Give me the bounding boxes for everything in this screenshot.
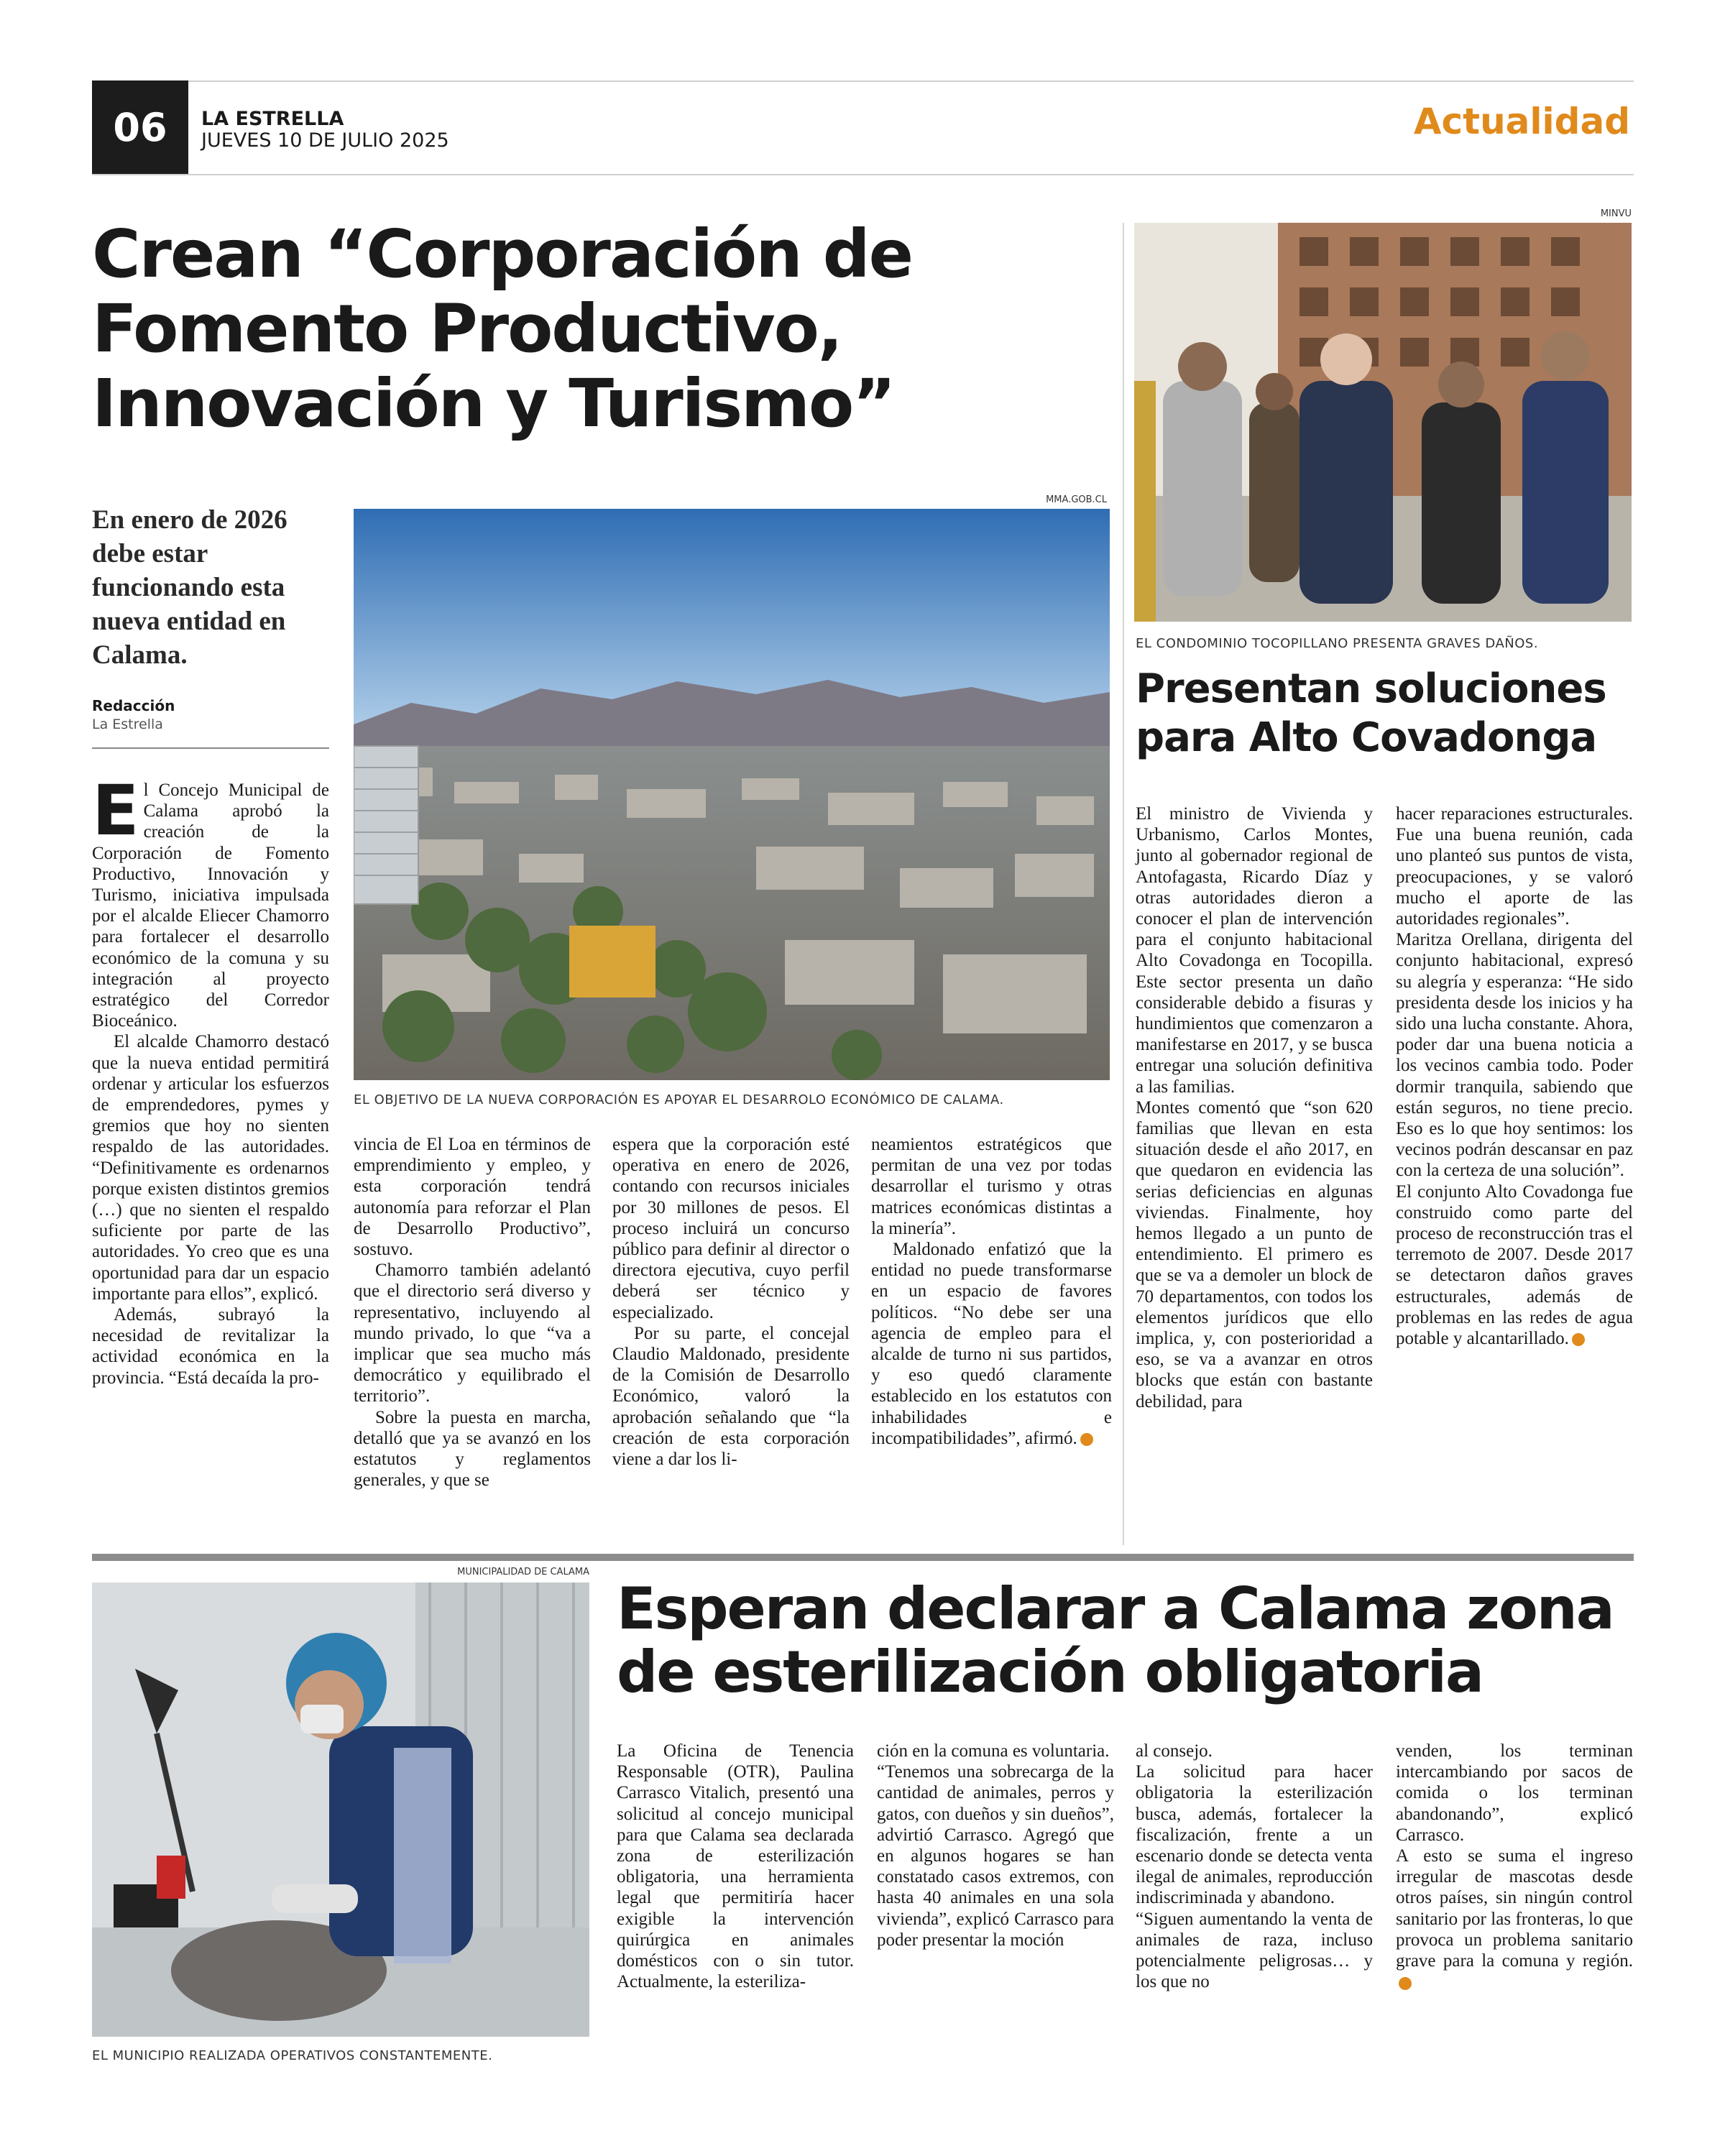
section-label: Actualidad — [1413, 101, 1630, 142]
bottom-body-paragraph: La Oficina de Tenencia Responsable (OTR), Paulina Carrasco Vitalich, presentó una solicitud al concejo municipal para que Calama sea declarada zona de esterilización obligatoria, una herramienta legal que permitiría hacer exigible la intervención quirúrgica en animales domésticos con o sin tutor. Actualmente, la esteriliza- — [617, 1741, 854, 1992]
bottom-photo-caption: EL MUNICIPIO REALIZADA OPERATIVOS CONSTANTEMENTE. — [92, 2048, 493, 2063]
side-body-paragraph: Montes comentó que “son 620 familias que llevan en esta situación desde el año 2017, en que quedaron en evidencia las serias deficiencias en algunas viviendas. Finalmente, hoy hemos llegado a un punto de entendimiento. El primero es que se va a demoler un block de 70 departamentos, con todos los elementos jurídicos que ello implica, y, con posterioridad a eso, se va a avanzar en otros blocks que están con bastante debilidad, para — [1136, 1097, 1373, 1411]
end-mark-icon — [1399, 1977, 1412, 1990]
main-body-paragraph: Por su parte, el concejal Claudio Maldonado, presidente de la Comisión de Desarrollo Económico, valoró la aprobación señalando que “la creación de esta corporación viene a dar los li- — [612, 1323, 850, 1470]
top-rule — [92, 80, 1634, 82]
side-body-paragraph: hacer reparaciones estructurales. Fue una buena reunión, cada uno planteó sus puntos de vista, preocupaciones, y se valoró mucho el aporte de las autoridades regionales”. — [1396, 804, 1633, 929]
main-dek: En enero de 2026 debe estar funcionando esta nueva entidad en Calama. — [92, 505, 288, 670]
main-body-paragraph: vincia de El Loa en términos de emprendimiento y empleo, y esta corporación tendrá autonomía para reforzar el Plan de Desarrollo Productivo”, sostuvo. — [354, 1135, 591, 1260]
drop-cap: E — [92, 770, 139, 851]
main-body-paragraph: El alcalde Chamorro destacó que la nueva entidad permitirá ordenar y articular los esfuerzos de emprendedores, pymes y gremios que hoy no sienten respaldo de las autoridades. “Definitivamente es ordenarnos porque existen distintos gremios (…) que no sienten el respaldo suficiente por parte de las autoridades. Yo creo que es una oportunidad para dar un espacio importante para ellos”, explicó. — [92, 1032, 329, 1304]
bottom-body-paragraph: “Siguen aumentando la venta de animales de raza, incluso potencialmente peligrosas… y los que no — [1136, 1909, 1373, 1992]
side-body-paragraph: El conjunto Alto Covadonga fue construido como parte del proceso de reconstrucción tras el terremoto de 2007. Desde 2017 se detectaron daños graves estructurales, además de problemas en las redes de agua potable y alcantarillado. — [1396, 1181, 1633, 1349]
main-photo-credit: MMA.GOB.CL — [1046, 494, 1107, 505]
main-body-paragraph: neamientos estratégicos que permitan de una vez por todas desarrollar el turismo y otras matrices económicas distintas a la minería”. — [871, 1135, 1112, 1238]
bottom-body-paragraph: La solicitud para hacer obligatoria la esterilización busca, además, fortalecer la fiscalización, frente a un escenario donde se detecta venta ilegal de animales, reproducción indiscriminada y abandono. — [1136, 1762, 1373, 1908]
story-divider — [1123, 223, 1124, 1545]
bottom-body-col-2 — [877, 1741, 1114, 1950]
side-body-col-2 — [1396, 803, 1633, 1349]
publication-name: LA ESTRELLA — [201, 108, 344, 130]
main-body-col-4 — [871, 1134, 1112, 1449]
main-headline: Crean “Corporación de Fomento Productivo, Innovación y Turismo” — [92, 216, 913, 442]
bottom-body-col-1 — [617, 1741, 854, 1992]
main-body-paragraph: Chamorro también adelantó que el directorio será diverso y representativo, incluyendo al mundo privado, lo que “va a implicar que sea mucho más democrático y equilibrado el territorio”. — [354, 1261, 591, 1406]
main-photo — [354, 509, 1110, 1080]
city-aerial-image — [354, 509, 1110, 1080]
bottom-body-paragraph: A esto se suma el ingreso irregular de mascotas desde otros países, sin ningún control sanitario por las fronteras, lo que provoca un problema sanitario grave para la comuna y región. — [1396, 1846, 1633, 1971]
officials-walking-image — [1134, 223, 1632, 622]
main-body-paragraph: Maldonado enfatizó que la entidad no puede transformarse en un espacio de favores políticos. “No debe ser una agencia de empleo para el alcalde de turno ni sus partidos, y eso quedó claramente establecido en los estatutos con inhabilidades e incompatibilidades”, afirmó. — [871, 1240, 1112, 1448]
bottom-body-paragraph: ción en la comuna es voluntaria. — [877, 1741, 1110, 1761]
end-mark-icon — [1572, 1333, 1585, 1346]
header-rule — [92, 174, 1634, 175]
main-body-col-1 — [92, 770, 329, 1388]
bottom-story-rule — [92, 1554, 1634, 1561]
side-photo — [1134, 223, 1632, 622]
bottom-body-col-4 — [1396, 1741, 1633, 1992]
main-body-paragraph: Sobre la puesta en marcha, detalló que ya se avanzó en los estatutos y reglamentos generales, y que se — [354, 1407, 591, 1491]
bottom-headline: Esperan declarar a Calama zona de esterilización obligatoria — [617, 1575, 1614, 1705]
publication-date: JUEVES 10 DE JULIO 2025 — [201, 129, 449, 152]
bottom-photo — [92, 1583, 589, 2037]
main-body-col-2 — [354, 1134, 591, 1491]
end-mark-icon — [1080, 1433, 1093, 1446]
side-body-paragraph: El ministro de Vivienda y Urbanismo, Carlos Montes, junto al gobernador regional de Antofagasta, Ricardo Díaz y otras autoridades dieron a conocer el plan de intervención para el conjunto habitacional Alto Covadonga en Tocopilla. Este sector presenta un daño considerable debido a fisuras y hundimientos que comenzaron a manifestarse en 2017, y se busca entregar una solución definitiva a las familias. — [1136, 804, 1373, 1097]
side-body-paragraph: Maritza Orellana, dirigenta del conjunto habitacional, expresó su alegría y esperanza: “He sido presidenta desde los inicios y ha sido una lucha constante. Ahora, poder dar una buena noticia a los vecinos cambia todo. Poder dormir tranquila, sabiendo que están seguros, no tiene precio. Eso es lo que hoy sentimos: los vecinos podrán descansar en paz con la certeza de una solución”. — [1396, 930, 1633, 1181]
side-photo-credit: MINVU — [1600, 208, 1632, 219]
main-body-paragraph: Además, subrayó la necesidad de revitalizar la actividad económica en la provincia. “Está decaída la pro- — [92, 1305, 329, 1388]
bottom-photo-credit: MUNICIPALIDAD DE CALAMA — [457, 1567, 589, 1577]
main-body-col-3 — [612, 1134, 850, 1470]
byline-source: La Estrella — [92, 717, 163, 732]
byline-author: Redacción — [92, 697, 175, 714]
veterinary-surgery-image — [92, 1583, 589, 2037]
side-body-col-1 — [1136, 803, 1373, 1412]
side-headline: Presentan soluciones para Alto Covadonga — [1136, 665, 1606, 761]
byline-rule — [92, 747, 329, 749]
bottom-body-paragraph: “Tenemos una sobrecarga de la cantidad de animales, perros y gatos, con dueños y sin dueños”, advirtió Carrasco. Agregó que en algunos hogares se han constatado casos extremos, con hasta 40 animales en una sola vivienda”, explicó Carrasco para poder presentar la moción — [877, 1762, 1114, 1950]
page-number: 06 — [92, 80, 188, 174]
main-body-paragraph: espera que la corporación esté operativa en enero de 2026, contando con recursos iniciales por 30 millones de pesos. El proceso incluirá un concurso público para definir al director o directora ejecutiva, cuyo perfil deberá ser técnico y especializado. — [612, 1135, 850, 1322]
bottom-body-paragraph: venden, los terminan intercambiando por sacos de comida o los terminan abandonando”, explicó Carrasco. — [1396, 1741, 1633, 1845]
main-body-paragraph: l Concejo Municipal de Calama aprobó la creación de la Corporación de Fomento Productivo, Innovación y Turismo, iniciativa impulsada por el alcalde Eliecer Chamorro para fortalecer el desarrollo económico de la comuna y su integración al proyecto estratégico del Corredor Bioceánico. — [92, 780, 329, 1031]
main-photo-caption: EL OBJETIVO DE LA NUEVA CORPORACIÓN ES APOYAR EL DESARROLO ECONÓMICO DE CALAMA. — [354, 1092, 1004, 1107]
bottom-body-col-3 — [1136, 1741, 1373, 1992]
bottom-body-paragraph: al consejo. — [1136, 1741, 1213, 1761]
side-photo-caption: EL CONDOMINIO TOCOPILLANO PRESENTA GRAVES DAÑOS. — [1136, 636, 1539, 651]
